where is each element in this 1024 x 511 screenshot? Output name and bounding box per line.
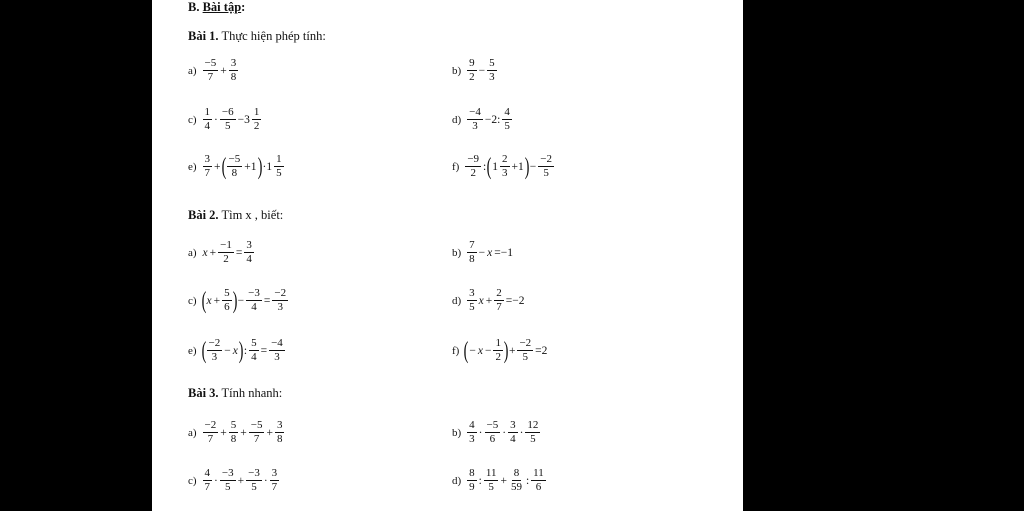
bai3-item-c: c) $\frac{4}{7}$ · $\frac{-3}{5}$ + $\frac{-3}{5}$ · $\frac{3}{7}$ [188, 467, 278, 493]
bai1-item-e: e) $\frac{3}{7}$ + ( $\frac{-5}{8}$ +1 ) ·1 $\frac{1}{5}$ [188, 153, 282, 180]
bai2-item-b: b) $\frac{7}{8}$ − x =−1 [452, 239, 514, 265]
bai1-item-b: b) $\frac{9}{2}$ − $\frac{5}{3}$ [452, 57, 495, 83]
bai1-item-a: a) $\frac{-5}{7}$ + $\frac{3}{8}$ [188, 57, 237, 83]
bai2-item-e: e) ( $\frac{-2}{3}$ − x ) : $\frac{5}{4}$ = $\frac{-4}{3}$ [188, 337, 283, 364]
bai2-item-f: f) ( − x − $\frac{1}{2}$ ) + $\frac{-2}{5}$ =2 [452, 337, 548, 364]
bai1-item-f: f) $\frac{-9}{2}$ : ( 1 $\frac{2}{3}$ +1 ) − $\frac{-2}{5}$ [452, 153, 552, 180]
worksheet-page [152, 0, 743, 511]
bai2-item-d: d) $\frac{3}{5}$ x + $\frac{2}{7}$ =−2 [452, 287, 525, 313]
bai1-item-d: d) $\frac{-4}{3}$ −2: $\frac{4}{5}$ [452, 106, 510, 132]
bai2-heading: Bài 2. Tìm x , biết: [188, 208, 284, 222]
bai2-item-a: a) x + $\frac{-1}{2}$ = $\frac{3}{4}$ [188, 239, 252, 265]
bai3-heading: Bài 3. Tính nhanh: [188, 386, 283, 400]
bai1-item-c: c) $\frac{1}{4}$ · $\frac{-6}{5}$ −3 $\frac{1}{2}$ [188, 106, 260, 132]
bai2-item-c: c) ( x + $\frac{5}{6}$ ) − $\frac{-3}{4}$ = $\frac{-2}{3}$ [188, 287, 287, 314]
bai3-item-a: a) $\frac{-2}{7}$ + $\frac{5}{8}$ + $\frac{-5}{7}$ + $\frac{3}{8}$ [188, 419, 283, 445]
bai3-item-d: d) $\frac{8}{9}$ : $\frac{11}{5}$ + $\frac{8}{59}$ : $\frac{11}{6}$ [452, 467, 544, 493]
bai3-item-b: b) $\frac{4}{3}$ · $\frac{-5}{6}$ · $\frac{3}{4}$ · $\frac{12}{5}$ [452, 419, 539, 445]
bai1-heading: Bài 1. Thực hiện phép tính: [188, 29, 326, 43]
section-title: B. Bài tập: [188, 0, 246, 14]
